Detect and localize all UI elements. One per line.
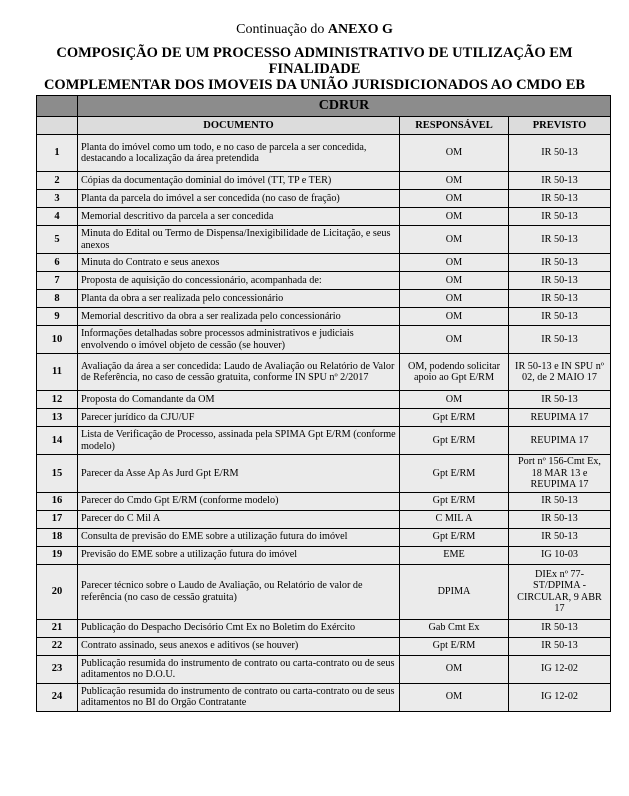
row-previsto: IR 50-13 (509, 528, 611, 546)
row-documento: Minuta do Contrato e seus anexos (78, 254, 400, 272)
table-row (37, 326, 611, 354)
row-responsavel: OM (400, 391, 509, 409)
column-header-row (37, 117, 611, 135)
row-number: 5 (37, 226, 78, 254)
row-documento: Publicação do Despacho Decisório Cmt Ex no Boletim do Exército (78, 619, 400, 637)
column-header-documento: DOCUMENTO (78, 117, 400, 135)
table-row (37, 564, 611, 619)
table-row (37, 290, 611, 308)
continuation-line (0, 22, 629, 38)
row-documento: Cópias da documentação dominial do imóvel (TT, TP e TER) (78, 172, 400, 190)
row-responsavel: OM (400, 683, 509, 711)
row-previsto: IG 12-02 (509, 683, 611, 711)
row-responsavel: Gpt E/RM (400, 427, 509, 455)
row-previsto: IR 50-13 (509, 272, 611, 290)
document-title (20, 45, 609, 93)
row-number: 4 (37, 208, 78, 226)
row-responsavel: OM (400, 190, 509, 208)
row-documento: Planta da parcela do imóvel a ser concedida (no caso de fração) (78, 190, 400, 208)
row-previsto: IG 12-02 (509, 655, 611, 683)
row-previsto: IR 50-13 (509, 326, 611, 354)
row-number: 7 (37, 272, 78, 290)
row-responsavel: OM (400, 655, 509, 683)
row-number: 18 (37, 528, 78, 546)
row-documento: Parecer técnico sobre o Laudo de Avaliação, ou Relatório de valor de referência (no caso de cessão gratuita) (78, 564, 400, 619)
row-documento: Parecer jurídico da CJU/UF (78, 409, 400, 427)
row-number: 19 (37, 546, 78, 564)
row-documento: Contrato assinado, seus anexos e aditivos (se houver) (78, 637, 400, 655)
table-row (37, 455, 611, 493)
row-previsto: IR 50-13 (509, 492, 611, 510)
row-responsavel: DPIMA (400, 564, 509, 619)
row-responsavel: EME (400, 546, 509, 564)
row-previsto: IR 50-13 (509, 619, 611, 637)
row-previsto: IR 50-13 (509, 290, 611, 308)
process-table (36, 95, 611, 712)
table-row (37, 190, 611, 208)
table-row (37, 272, 611, 290)
row-previsto: DIEx nº 77-ST/DPIMA - CIRCULAR, 9 ABR 17 (509, 564, 611, 619)
row-number: 12 (37, 391, 78, 409)
row-documento: Publicação resumida do instrumento de contrato ou carta-contrato ou de seus aditamentos no BI do Orgão Contratante (78, 683, 400, 711)
row-documento: Previsão do EME sobre a utilização futura do imóvel (78, 546, 400, 564)
row-responsavel: OM (400, 326, 509, 354)
row-responsavel: OM, podendo solicitar apoio ao Gpt E/RM (400, 354, 509, 391)
row-responsavel: OM (400, 272, 509, 290)
table-row (37, 354, 611, 391)
row-responsavel: OM (400, 135, 509, 172)
table-row (37, 619, 611, 637)
table-row (37, 683, 611, 711)
table-row (37, 172, 611, 190)
row-documento: Lista de Verificação de Processo, assinada pela SPIMA Gpt E/RM (conforme modelo) (78, 427, 400, 455)
row-previsto: REUPIMA 17 (509, 409, 611, 427)
row-documento: Memorial descritivo da obra a ser realizada pelo concessionário (78, 308, 400, 326)
row-documento: Parecer da Asse Ap As Jurd Gpt E/RM (78, 455, 400, 493)
column-header-number (37, 117, 78, 135)
table-row (37, 308, 611, 326)
table-row (37, 655, 611, 683)
table-row (37, 546, 611, 564)
row-number: 3 (37, 190, 78, 208)
row-documento: Planta do imóvel como um todo, e no caso de parcela a ser concedida, destacando a localização da área pretendida (78, 135, 400, 172)
row-previsto: IR 50-13 e IN SPU nº 02, de 2 MAIO 17 (509, 354, 611, 391)
annex-label: ANEXO G (327, 22, 393, 37)
row-number: 24 (37, 683, 78, 711)
row-number: 20 (37, 564, 78, 619)
row-responsavel: OM (400, 308, 509, 326)
table-row (37, 391, 611, 409)
column-header-previsto: PREVISTO (509, 117, 611, 135)
row-previsto: IR 50-13 (509, 135, 611, 172)
row-documento: Planta da obra a ser realizada pelo concessionário (78, 290, 400, 308)
row-number: 10 (37, 326, 78, 354)
row-previsto: IR 50-13 (509, 254, 611, 272)
row-documento: Parecer do Cmdo Gpt E/RM (conforme modelo) (78, 492, 400, 510)
row-responsavel: OM (400, 208, 509, 226)
row-number: 23 (37, 655, 78, 683)
row-responsavel: OM (400, 226, 509, 254)
row-number: 15 (37, 455, 78, 493)
row-previsto: Port nº 156-Cmt Ex, 18 MAR 13 e REUPIMA 17 (509, 455, 611, 493)
title-line-2: COMPLEMENTAR DOS IMOVEIS DA UNIÃO JURISDICIONADOS AO CMDO EB (43, 77, 586, 93)
row-responsavel: OM (400, 254, 509, 272)
table-body (37, 135, 611, 712)
row-responsavel: Gpt E/RM (400, 492, 509, 510)
row-responsavel: OM (400, 290, 509, 308)
row-previsto: IR 50-13 (509, 226, 611, 254)
row-previsto: IR 50-13 (509, 308, 611, 326)
row-number: 13 (37, 409, 78, 427)
row-number: 9 (37, 308, 78, 326)
table-row (37, 208, 611, 226)
table-row (37, 637, 611, 655)
table-row (37, 135, 611, 172)
row-documento: Informações detalhadas sobre processos administrativos e judiciais envolvendo o imóvel objeto de cessão (se houver) (78, 326, 400, 354)
row-responsavel: Gpt E/RM (400, 528, 509, 546)
row-previsto: IR 50-13 (509, 637, 611, 655)
title-line-1: COMPOSIÇÃO DE UM PROCESSO ADMINISTRATIVO DE UTILIZAÇÃO EM FINALIDADE (56, 45, 573, 77)
row-responsavel: Gpt E/RM (400, 637, 509, 655)
row-number: 6 (37, 254, 78, 272)
column-header-responsavel: RESPONSÁVEL (400, 117, 509, 135)
row-number: 22 (37, 637, 78, 655)
row-documento: Proposta de aquisição do concessionário, acompanhada de: (78, 272, 400, 290)
row-documento: Publicação resumida do instrumento de contrato ou carta-contrato ou de seus aditamentos no D.O.U. (78, 655, 400, 683)
row-previsto: IR 50-13 (509, 208, 611, 226)
row-documento: Consulta de previsão do EME sobre a utilização futura do imóvel (78, 528, 400, 546)
section-header-blank (37, 96, 78, 117)
table-row (37, 528, 611, 546)
row-number: 2 (37, 172, 78, 190)
row-responsavel: Gab Cmt Ex (400, 619, 509, 637)
row-previsto: IR 50-13 (509, 510, 611, 528)
table-row (37, 254, 611, 272)
row-responsavel: Gpt E/RM (400, 409, 509, 427)
row-responsavel: Gpt E/RM (400, 455, 509, 493)
row-previsto: IR 50-13 (509, 172, 611, 190)
row-number: 8 (37, 290, 78, 308)
continuation-prefix: Continuação do (236, 22, 325, 37)
row-number: 11 (37, 354, 78, 391)
row-documento: Memorial descritivo da parcela a ser concedida (78, 208, 400, 226)
table-row (37, 409, 611, 427)
section-header-row (37, 96, 611, 117)
row-number: 14 (37, 427, 78, 455)
row-number: 1 (37, 135, 78, 172)
row-number: 21 (37, 619, 78, 637)
row-number: 16 (37, 492, 78, 510)
row-documento: Minuta do Edital ou Termo de Dispensa/Inexigibilidade de Licitação, e seus anexos (78, 226, 400, 254)
table-row (37, 492, 611, 510)
row-documento: Parecer do C Mil A (78, 510, 400, 528)
row-number: 17 (37, 510, 78, 528)
row-previsto: IR 50-13 (509, 190, 611, 208)
row-documento: Proposta do Comandante da OM (78, 391, 400, 409)
row-documento: Avaliação da área a ser concedida: Laudo de Avaliação ou Relatório de Valor de Referência, no caso de cessão gratuita, conforme IN SPU nº 2/2017 (78, 354, 400, 391)
row-previsto: REUPIMA 17 (509, 427, 611, 455)
row-responsavel: C MIL A (400, 510, 509, 528)
table-row (37, 427, 611, 455)
section-header: CDRUR (78, 96, 611, 117)
table-row (37, 510, 611, 528)
row-previsto: IG 10-03 (509, 546, 611, 564)
table-row (37, 226, 611, 254)
row-responsavel: OM (400, 172, 509, 190)
row-previsto: IR 50-13 (509, 391, 611, 409)
